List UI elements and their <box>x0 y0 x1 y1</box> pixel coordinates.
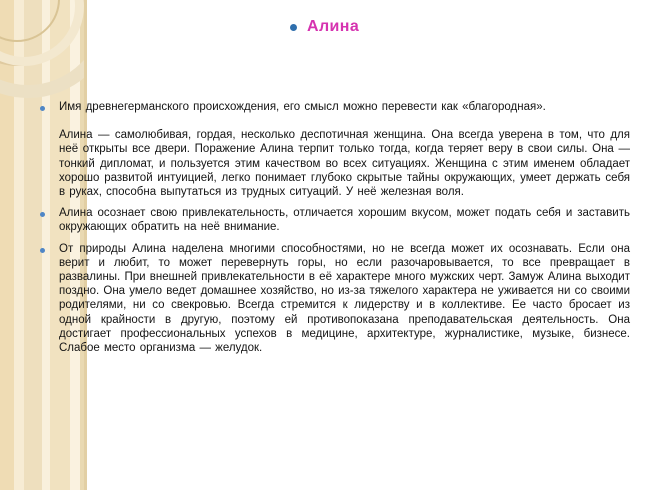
list-item <box>40 100 630 114</box>
list-item <box>40 242 630 356</box>
slide-title-label: Алина <box>307 18 360 35</box>
bullet-icon <box>40 248 45 253</box>
slide-body <box>40 100 630 357</box>
bullet-icon <box>40 106 45 111</box>
paragraph-text: Имя древнегерманского происхождения, его смысл можно перевести как «благородная». <box>59 101 546 113</box>
list-item <box>40 128 630 199</box>
slide-title <box>290 18 359 36</box>
paragraph-text: Алина осознает свою привлекательность, отличается хорошим вкусом, может подать себя и заставить окружающих обратить на неё внимание. <box>59 207 630 234</box>
paragraph-spacer <box>40 116 630 128</box>
list-item <box>40 206 630 234</box>
bullet-icon <box>40 212 45 217</box>
paragraph-text: От природы Алина наделена многими способностями, но не всегда может их осознавать. Если она верит и любит, то может перевернуть горы, но если разочаровывается, то все превращает в развалины. При внешней привлекательности в её характере много мужских черт. Замуж Алина выходит поздно. Она умело ведет домашнее хозяйство, но из-за тяжелого характера не уживается ни со своими родителями, ни со свекровью. Всегда стремится к лидерству и в коллективе. Ее часто бросает из одной крайности в другую, поэтому ей противопоказана преподавательская деятельность. Она достигает профессиональных успехов в медицине, архитектуре, журналистике, музыке, бизнесе. Слабое место организма — желудок. <box>59 242 630 355</box>
paragraph-text: Алина — самолюбивая, гордая, несколько деспотичная женщина. Она всегда уверена в том, что для неё открыты все двери. Поражение Алина терпит только тогда, когда теряет веру в свои силы. Она — тонкий дипломат, и пользуется этим качеством во всех ситуациях. Женщина с этим именем обладает хорошо развитой интуицией, легко понимает глубоко скрытые тайны окружающих, умеет держать себя в руках, способна выпутаться из трудных ситуаций. У неё железная воля. <box>59 129 630 199</box>
title-bullet-icon <box>290 24 297 31</box>
